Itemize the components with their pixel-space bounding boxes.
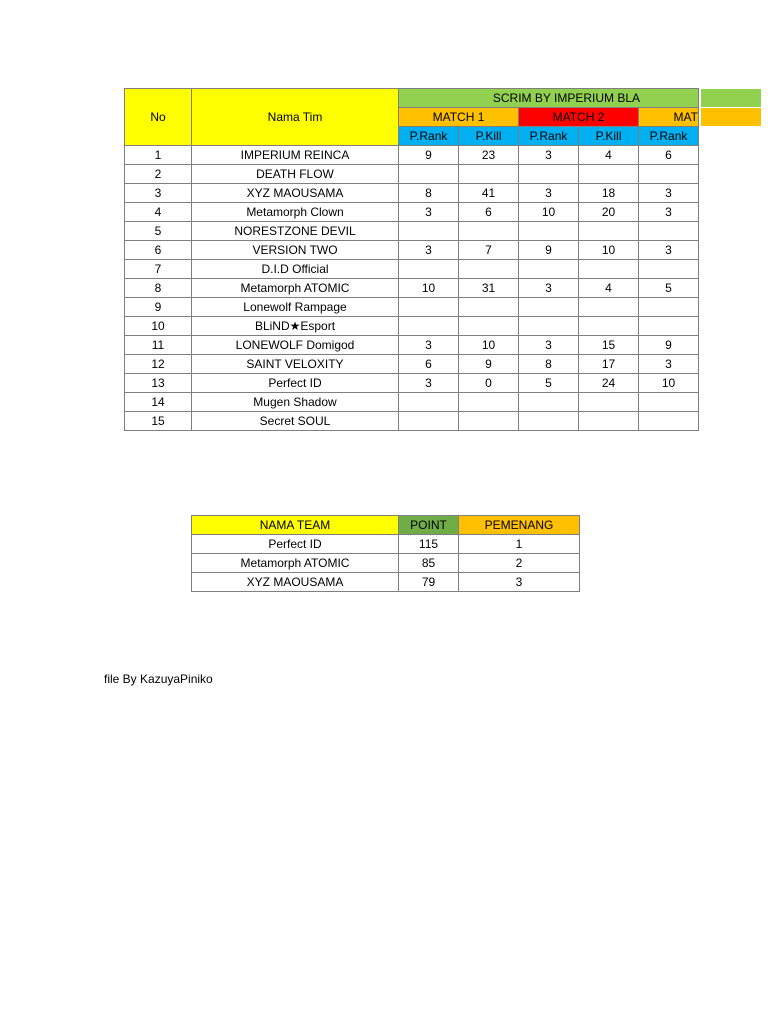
match1-p-kill [459,165,519,184]
team-row [125,203,699,222]
match2-p-kill: 4 [579,279,639,298]
match1-p-rank [399,412,459,431]
scrim-results-table [124,88,699,431]
header-nama-tim: Nama Tim [192,89,399,146]
match3-p-rank: 3 [639,241,699,260]
header-match-3: MAT [639,108,699,127]
match1-p-kill: 7 [459,241,519,260]
match2-p-rank [519,165,579,184]
match2-p-kill: 17 [579,355,639,374]
winner-point: 85 [399,554,459,573]
winner-row [192,573,580,592]
match1-p-rank [399,165,459,184]
match-3-overflow [701,108,761,126]
team-row [125,374,699,393]
match1-p-kill [459,260,519,279]
match2-p-rank [519,317,579,336]
match1-p-kill: 31 [459,279,519,298]
header-point: POINT [399,516,459,535]
team-name: D.I.D Official [192,260,399,279]
team-name: BLiND★Esport [192,317,399,336]
match3-p-rank [639,317,699,336]
team-row [125,184,699,203]
header-scrim-title [399,89,699,108]
header-p-rank-3: P.Rank [639,127,699,146]
winner-team-name: Perfect ID [192,535,399,554]
team-name: Mugen Shadow [192,393,399,412]
match2-p-kill: 18 [579,184,639,203]
match2-p-kill [579,298,639,317]
match2-p-rank: 8 [519,355,579,374]
match2-p-kill: 10 [579,241,639,260]
match2-p-kill [579,260,639,279]
match1-p-rank: 9 [399,146,459,165]
header-nama-team: NAMA TEAM [192,516,399,535]
team-number: 14 [125,393,192,412]
header-p-rank-1: P.Rank [399,127,459,146]
match2-p-rank: 10 [519,203,579,222]
winner-row [192,554,580,573]
team-number: 12 [125,355,192,374]
match3-p-rank [639,393,699,412]
match1-p-rank: 8 [399,184,459,203]
match2-p-rank [519,298,579,317]
team-number: 13 [125,374,192,393]
match1-p-rank: 6 [399,355,459,374]
team-row [125,393,699,412]
match2-p-kill [579,222,639,241]
team-number: 2 [125,165,192,184]
winner-rank: 3 [459,573,580,592]
team-number: 9 [125,298,192,317]
winner-point: 115 [399,535,459,554]
match1-p-kill: 41 [459,184,519,203]
team-number: 4 [125,203,192,222]
match2-p-rank: 3 [519,279,579,298]
match1-p-rank: 3 [399,336,459,355]
team-number: 7 [125,260,192,279]
team-name: Metamorph Clown [192,203,399,222]
match2-p-kill: 24 [579,374,639,393]
team-name: NORESTZONE DEVIL [192,222,399,241]
team-name: DEATH FLOW [192,165,399,184]
team-number: 15 [125,412,192,431]
match3-p-rank: 3 [639,203,699,222]
match2-p-rank: 9 [519,241,579,260]
header-pemenang: PEMENANG [459,516,580,535]
team-number: 11 [125,336,192,355]
header-p-kill-2: P.Kill [579,127,639,146]
team-number: 8 [125,279,192,298]
team-row [125,317,699,336]
match2-p-rank [519,260,579,279]
match3-p-rank: 6 [639,146,699,165]
team-name: XYZ MAOUSAMA [192,184,399,203]
header-row-title [125,89,699,108]
team-number: 1 [125,146,192,165]
team-row [125,222,699,241]
team-name: LONEWOLF Domigod [192,336,399,355]
header-p-kill-1: P.Kill [459,127,519,146]
match2-p-kill: 4 [579,146,639,165]
match1-p-kill [459,412,519,431]
match1-p-kill [459,393,519,412]
match1-p-rank: 3 [399,203,459,222]
match3-p-rank: 3 [639,184,699,203]
team-number: 10 [125,317,192,336]
team-row [125,355,699,374]
match2-p-rank [519,412,579,431]
team-name: IMPERIUM REINCA [192,146,399,165]
winner-table [191,515,580,592]
match3-p-rank [639,412,699,431]
team-row [125,146,699,165]
winner-header-row [192,516,580,535]
match2-p-kill [579,393,639,412]
winner-row [192,535,580,554]
match2-p-kill: 20 [579,203,639,222]
match3-p-rank: 10 [639,374,699,393]
header-match-2: MATCH 2 [519,108,639,127]
match3-p-rank: 9 [639,336,699,355]
match1-p-rank: 10 [399,279,459,298]
team-row [125,241,699,260]
header-p-rank-2: P.Rank [519,127,579,146]
team-name: Perfect ID [192,374,399,393]
match1-p-kill: 0 [459,374,519,393]
match3-p-rank: 3 [639,355,699,374]
team-row [125,165,699,184]
match1-p-kill: 6 [459,203,519,222]
match1-p-kill [459,298,519,317]
scrim-title-text: SCRIM BY IMPERIUM BLA [492,91,640,105]
team-name: VERSION TWO [192,241,399,260]
team-row [125,298,699,317]
file-credit-note: file By KazuyaPiniko [104,672,213,686]
match1-p-kill [459,222,519,241]
header-no: No [125,89,192,146]
match1-p-rank [399,222,459,241]
match3-p-rank [639,222,699,241]
team-name: Lonewolf Rampage [192,298,399,317]
match1-p-rank [399,317,459,336]
header-match-1: MATCH 1 [399,108,519,127]
team-number: 3 [125,184,192,203]
team-name: Metamorph ATOMIC [192,279,399,298]
winner-team-name: Metamorph ATOMIC [192,554,399,573]
match2-p-rank: 3 [519,184,579,203]
match2-p-rank: 5 [519,374,579,393]
match3-p-rank [639,260,699,279]
match1-p-rank [399,260,459,279]
team-name: Secret SOUL [192,412,399,431]
winner-point: 79 [399,573,459,592]
match2-p-kill [579,165,639,184]
team-number: 5 [125,222,192,241]
team-name: SAINT VELOXITY [192,355,399,374]
team-row [125,336,699,355]
winner-rank: 2 [459,554,580,573]
team-row [125,412,699,431]
match2-p-kill [579,412,639,431]
match2-p-rank: 3 [519,336,579,355]
match2-p-rank [519,393,579,412]
team-row [125,260,699,279]
match3-p-rank [639,165,699,184]
match3-p-rank: 5 [639,279,699,298]
match1-p-rank: 3 [399,241,459,260]
match1-p-rank [399,298,459,317]
team-row [125,279,699,298]
match1-p-kill: 23 [459,146,519,165]
match1-p-kill: 10 [459,336,519,355]
match1-p-rank: 3 [399,374,459,393]
scrim-title-overflow [701,89,761,107]
match3-p-rank [639,298,699,317]
team-number: 6 [125,241,192,260]
winner-team-name: XYZ MAOUSAMA [192,573,399,592]
match2-p-rank: 3 [519,146,579,165]
match1-p-kill [459,317,519,336]
match2-p-rank [519,222,579,241]
winner-rank: 1 [459,535,580,554]
match1-p-rank [399,393,459,412]
match2-p-kill [579,317,639,336]
match1-p-kill: 9 [459,355,519,374]
match2-p-kill: 15 [579,336,639,355]
